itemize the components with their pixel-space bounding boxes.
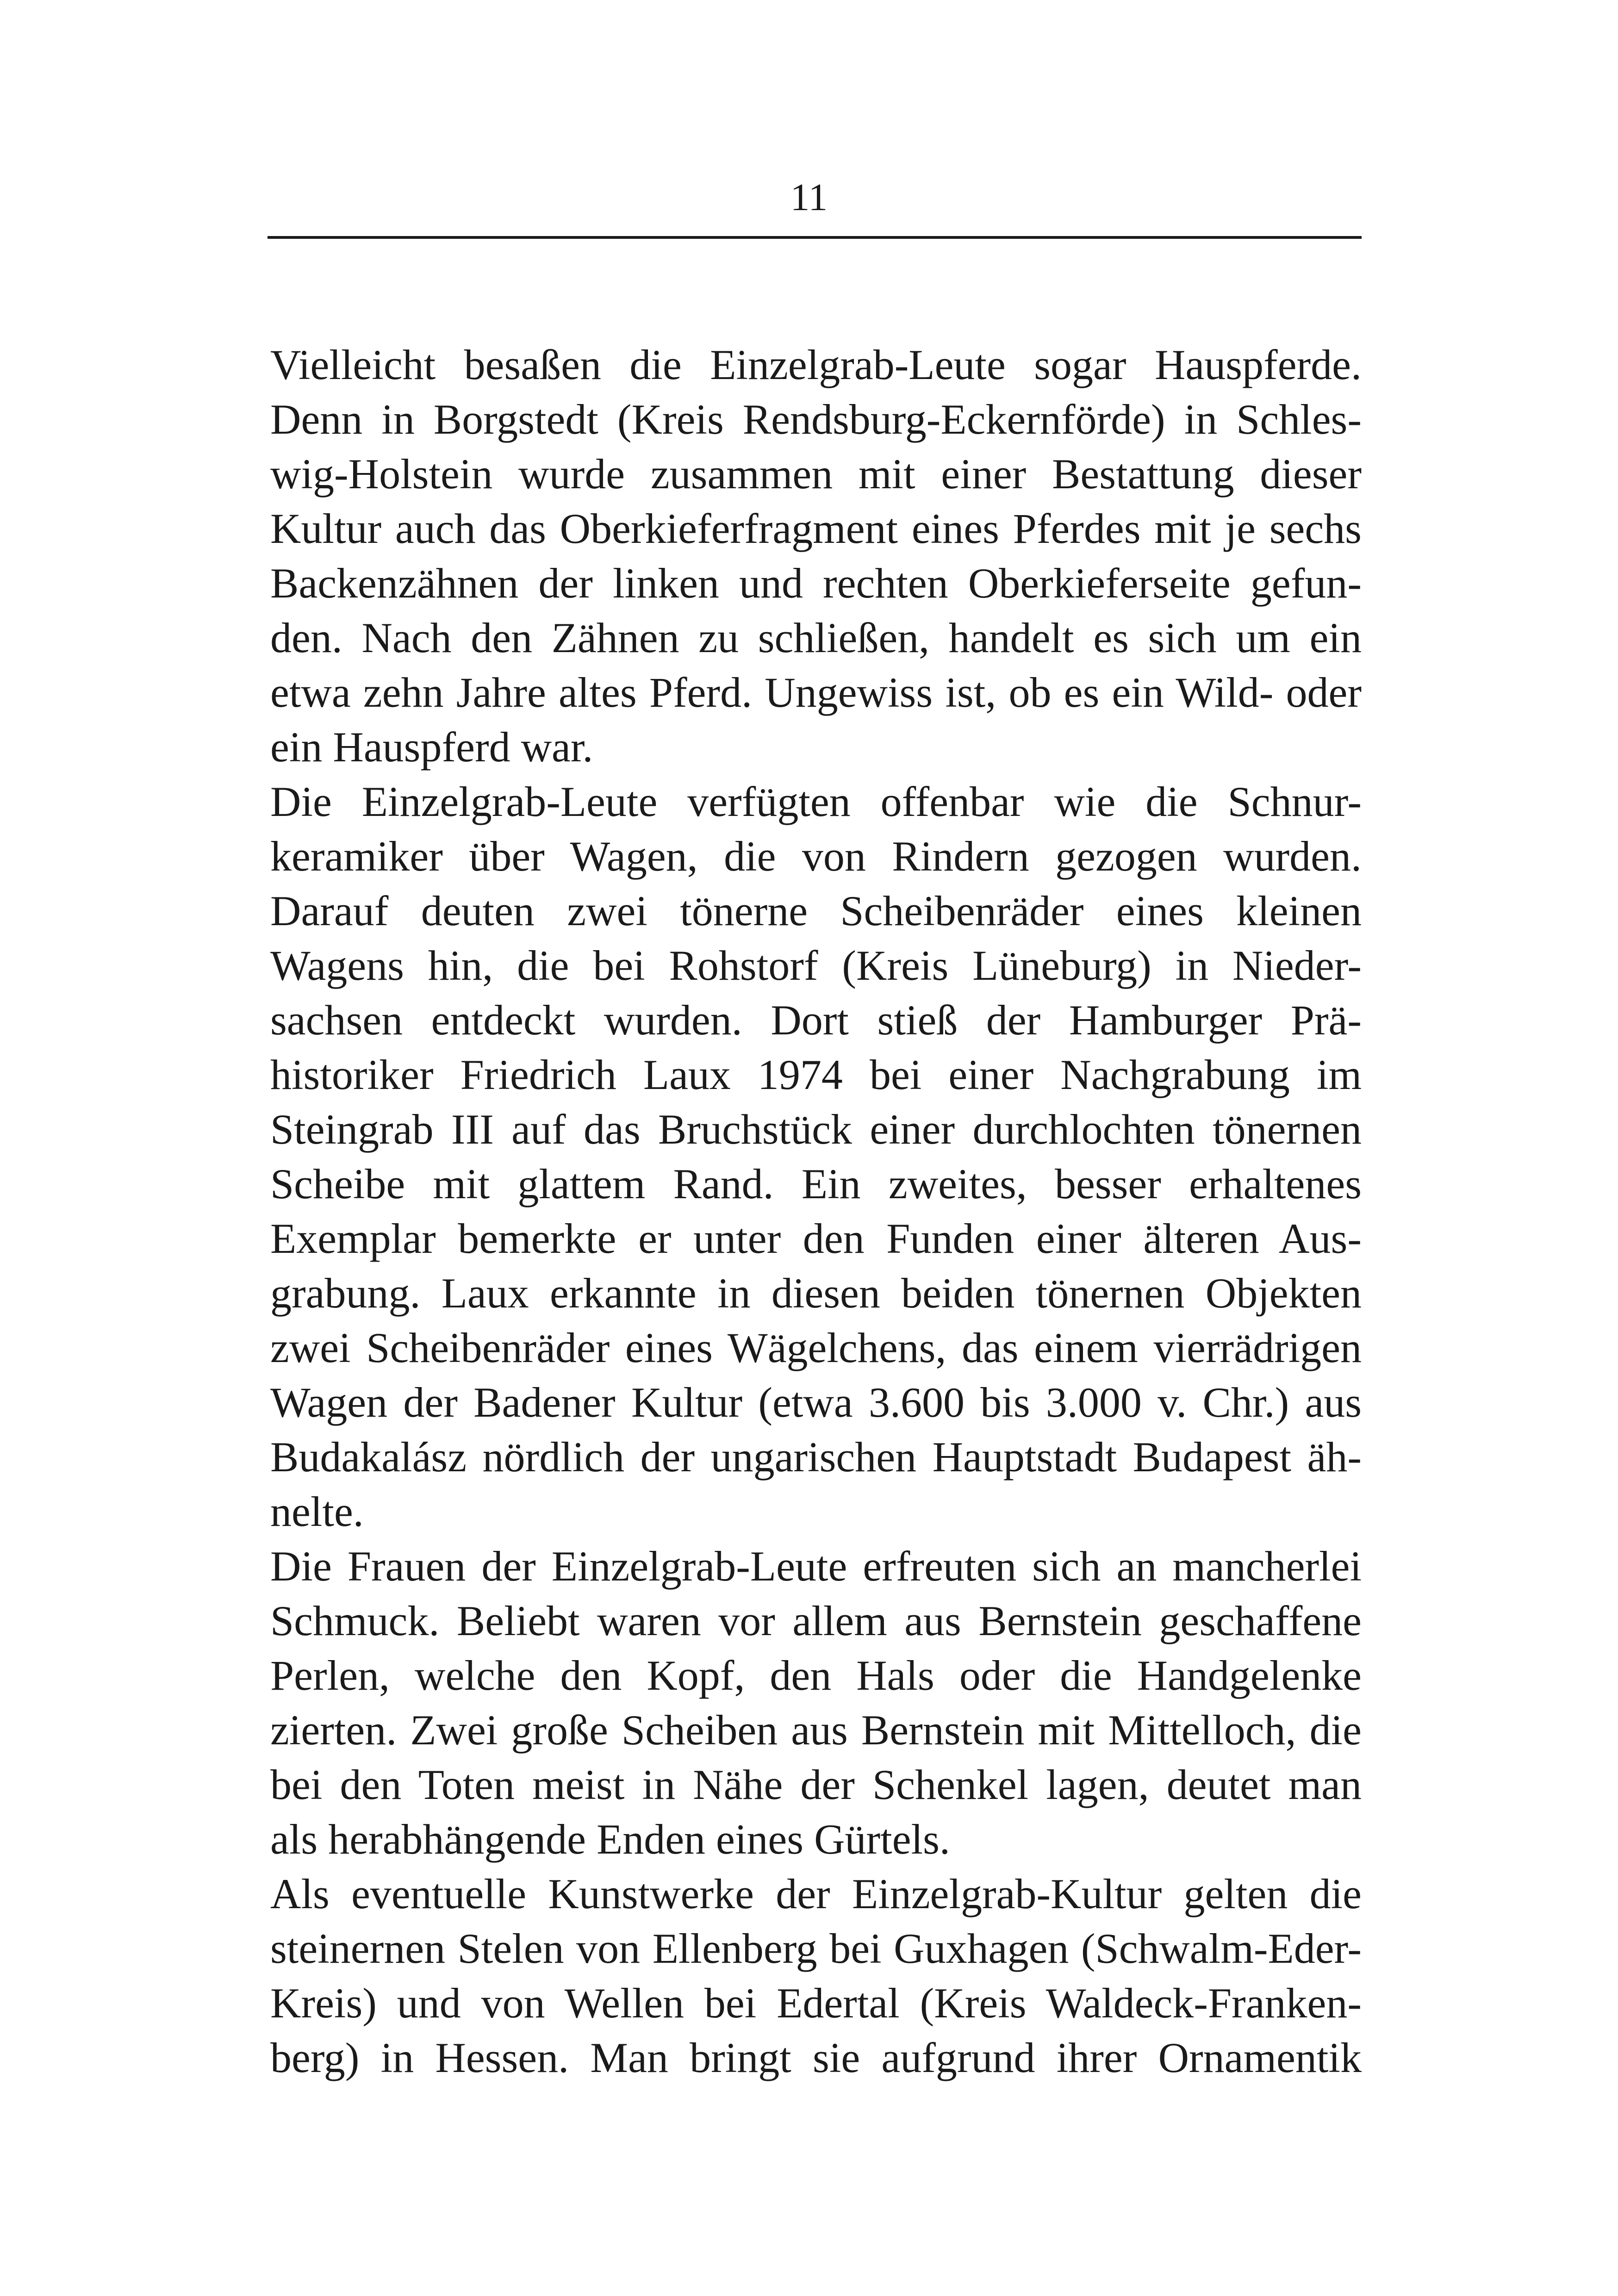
text-line: Denn in Borgstedt (Kreis Rendsburg-Eckernförde) in Schles-: [270, 396, 1362, 443]
paragraph: [270, 774, 1362, 1539]
text-line: Darauf deuten zwei tönerne Scheibenräder eines kleinen: [270, 887, 1362, 934]
text-line: Exemplar bemerkte er unter den Funden einer älteren Aus-: [270, 1215, 1362, 1262]
text-line: Schmuck. Beliebt waren vor allem aus Bernstein geschaffene: [270, 1597, 1362, 1644]
text-line: nelte.: [270, 1488, 364, 1535]
paragraph: [270, 1867, 1362, 2085]
text-line: Scheibe mit glattem Rand. Ein zweites, besser erhaltenes: [270, 1160, 1362, 1207]
text-line: sachsen entdeckt wurden. Dort stieß der Hamburger Prä-: [270, 996, 1362, 1044]
text-line: berg) in Hessen. Man bringt sie aufgrund ihrer Ornamentik: [270, 2034, 1362, 2081]
text-line: den. Nach den Zähnen zu schließen, handelt es sich um ein: [270, 614, 1362, 661]
text-line: bei den Toten meist in Nähe der Schenkel lagen, deutet man: [270, 1761, 1362, 1808]
text-line: Kultur auch das Oberkieferfragment eines Pferdes mit je sechs: [270, 505, 1362, 552]
header-rule: [268, 236, 1362, 239]
paragraph: [270, 337, 1362, 774]
text-line: Vielleicht besaßen die Einzelgrab-Leute sogar Hauspferde.: [270, 341, 1362, 388]
page-number: 11: [790, 176, 828, 219]
body-text: [270, 337, 1362, 2085]
text-line: ein Hauspferd war.: [270, 723, 593, 771]
text-line: steinernen Stelen von Ellenberg bei Guxhagen (Schwalm-Eder-: [270, 1925, 1362, 1972]
text-line: wig-Holstein wurde zusammen mit einer Bestattung dieser: [270, 450, 1362, 498]
paragraph: [270, 1539, 1362, 1867]
text-line: historiker Friedrich Laux 1974 bei einer Nachgrabung im: [270, 1051, 1362, 1098]
text-line: Perlen, welche den Kopf, den Hals oder die Handgelenke: [270, 1652, 1362, 1699]
text-line: Steingrab III auf das Bruchstück einer durchlochten tönernen: [270, 1106, 1362, 1153]
text-line: Die Frauen der Einzelgrab-Leute erfreuten sich an mancherlei: [270, 1543, 1362, 1590]
text-line: Backenzähnen der linken und rechten Oberkieferseite gefun-: [270, 560, 1362, 607]
text-line: keramiker über Wagen, die von Rindern gezogen wurden.: [270, 833, 1362, 880]
text-line: zwei Scheibenräder eines Wägelchens, das einem vierrädrigen: [270, 1324, 1362, 1371]
text-line: Kreis) und von Wellen bei Edertal (Kreis Waldeck-Franken-: [270, 1979, 1362, 2027]
text-line: Budakalász nördlich der ungarischen Hauptstadt Budapest äh-: [270, 1433, 1362, 1481]
text-line: etwa zehn Jahre altes Pferd. Ungewiss ist, ob es ein Wild- oder: [270, 669, 1362, 716]
text-line: grabung. Laux erkannte in diesen beiden tönernen Objekten: [270, 1269, 1362, 1317]
text-line: Als eventuelle Kunstwerke der Einzelgrab-Kultur gelten die: [270, 1870, 1362, 1917]
text-line: als herabhängende Enden eines Gürtels.: [270, 1816, 950, 1863]
text-line: Die Einzelgrab-Leute verfügten offenbar wie die Schnur-: [270, 778, 1362, 825]
text-line: Wagens hin, die bei Rohstorf (Kreis Lüneburg) in Nieder-: [270, 942, 1362, 989]
text-line: Wagen der Badener Kultur (etwa 3.600 bis 3.000 v. Chr.) aus: [270, 1379, 1362, 1426]
text-line: zierten. Zwei große Scheiben aus Bernstein mit Mittelloch, die: [270, 1706, 1362, 1754]
